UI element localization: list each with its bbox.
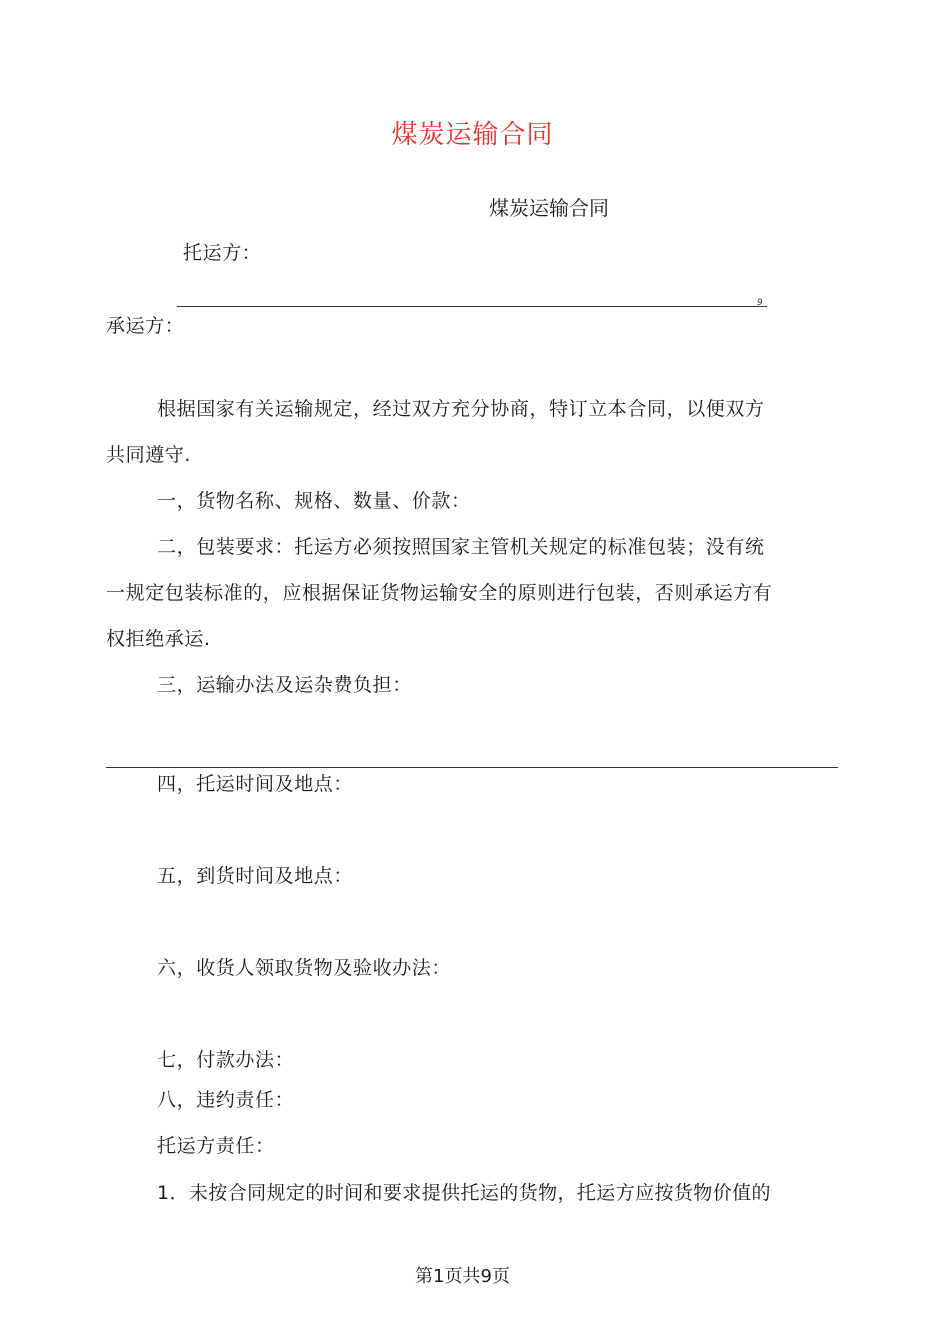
clause-5: 五，到货时间及地点： [157, 865, 354, 887]
clause-2-line-2: 一规定包装标准的，应根据保证货物运输安全的原则进行包装，否则承运方有 [106, 582, 773, 604]
carrier-label: 承运方： [106, 315, 185, 337]
clause-7: 七，付款办法： [157, 1049, 295, 1071]
stray-mark: 9 [757, 298, 763, 308]
clause-2-line-3: 权拒绝承运. [106, 628, 211, 650]
clause-1: 一，货物名称、规格、数量、价款： [157, 490, 471, 512]
liability-item-1: 1．未按合同规定的时间和要求提供托运的货物，托运方应按货物价值的 [157, 1182, 771, 1204]
shipper-label: 托运方： [183, 242, 262, 264]
shipper-underline [177, 306, 767, 307]
clause-3-underline [106, 767, 838, 768]
clause-3: 三，运输办法及运杂费负担： [157, 674, 412, 696]
intro-line-2: 共同遵守. [106, 444, 192, 466]
clause-6: 六，收货人领取货物及验收办法： [157, 957, 452, 979]
document-subtitle: 煤炭运输合同 [489, 196, 609, 220]
clause-4: 四，托运时间及地点： [157, 773, 354, 795]
document-title: 煤炭运输合同 [391, 120, 554, 150]
clause-2-line-1: 二，包装要求：托运方必须按照国家主管机关规定的标准包装；没有统 [157, 536, 765, 558]
page-indicator: 第1页共9页 [415, 1266, 510, 1287]
intro-line-1: 根据国家有关运输规定，经过双方充分协商，特订立本合同，以便双方 [157, 398, 765, 420]
shipper-liability-heading: 托运方责任： [157, 1135, 275, 1157]
clause-8: 八，违约责任： [157, 1089, 295, 1111]
